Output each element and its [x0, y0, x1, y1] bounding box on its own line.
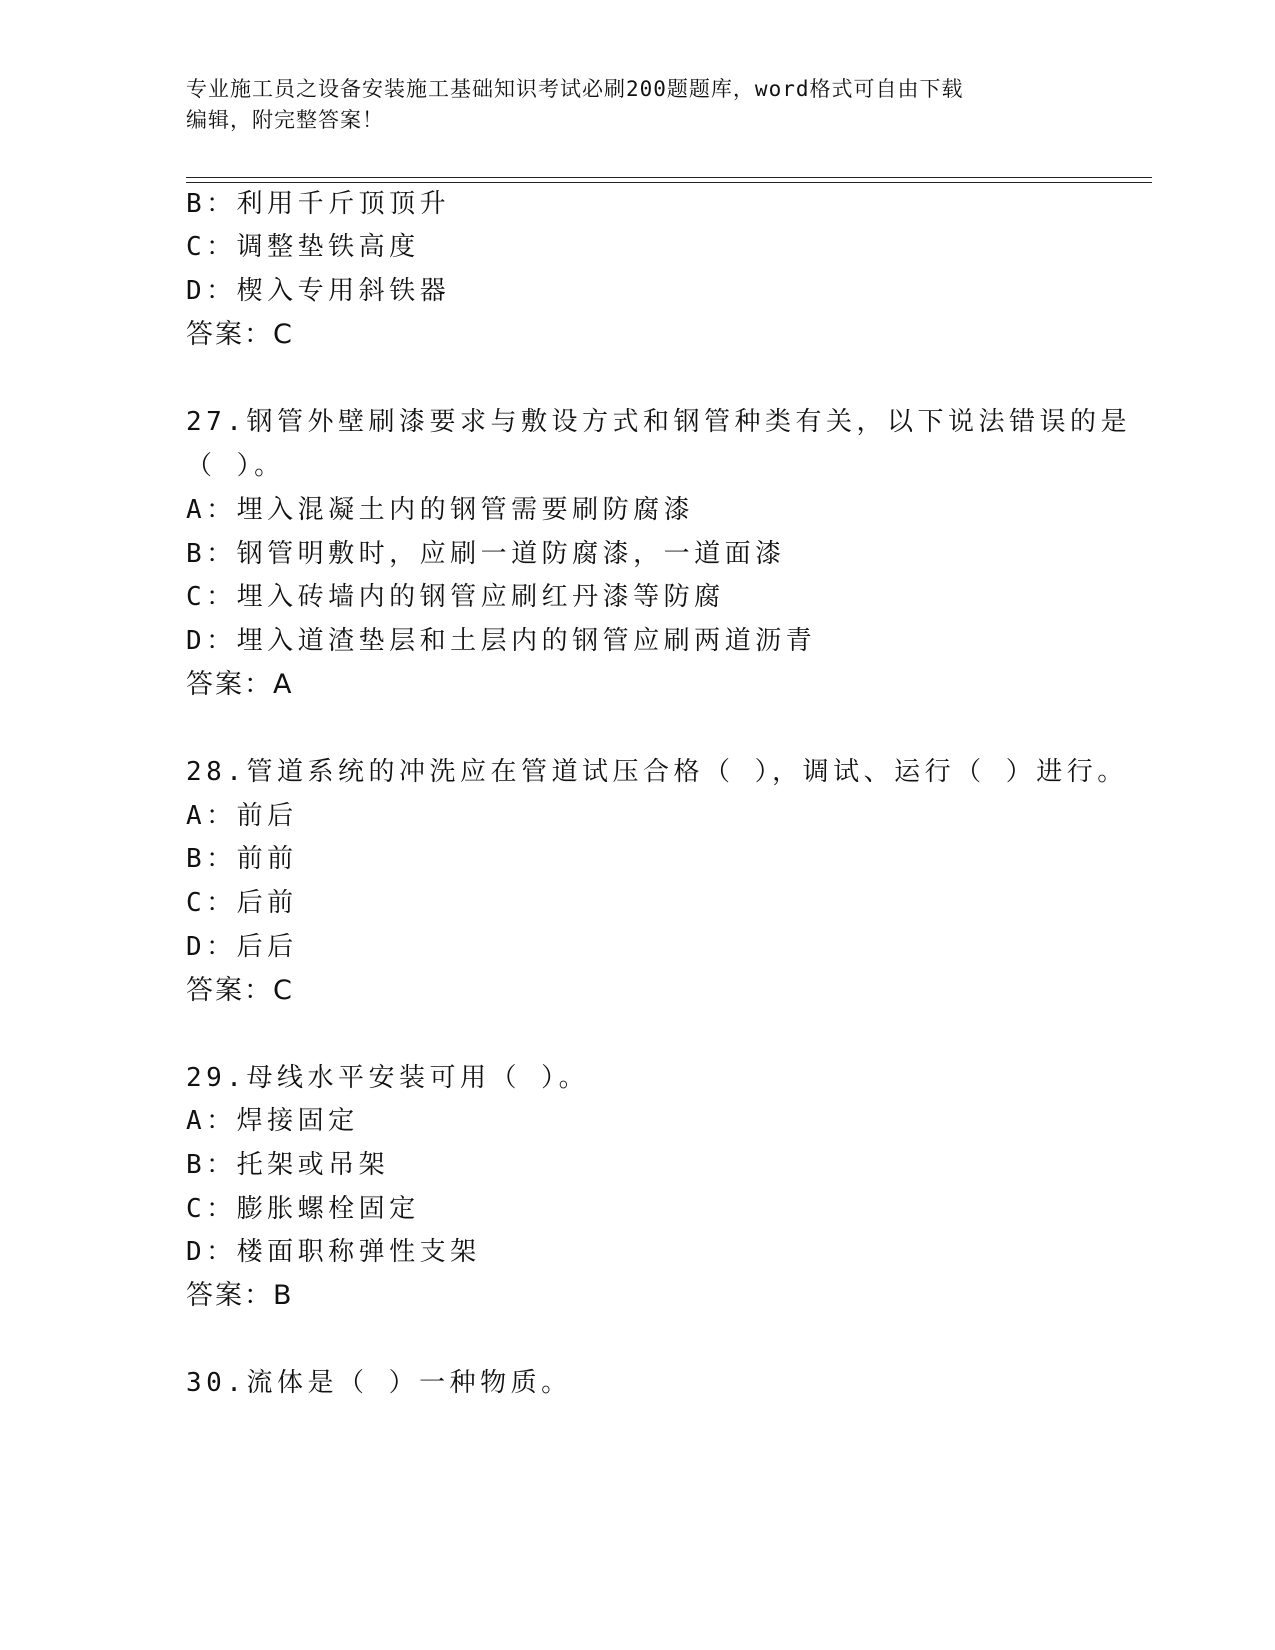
q26-option-d: D：楔入专用斜铁器 [186, 276, 451, 306]
q29-option-a: A：焊接固定 [186, 1106, 359, 1136]
header-line-1: 专业施工员之设备安装施工基础知识考试必刷200题题库，word格式可自由下载 [186, 77, 964, 101]
q27-stem-line-1: 27.钢管外壁刷漆要求与敷设方式和钢管种类有关，以下说法错误的是 [186, 407, 1131, 437]
q28-option-a: A：前后 [186, 801, 298, 831]
q26-option-c: C：调整垫铁高度 [186, 232, 420, 262]
q27-option-d: D：埋入道渣垫层和土层内的钢管应刷两道沥青 [186, 626, 817, 656]
header-line-2: 编辑，附完整答案！ [186, 108, 384, 132]
header-divider-top [186, 177, 1152, 178]
q29-answer: 答案：B [186, 1280, 294, 1311]
document-header [186, 74, 1066, 136]
q29-option-b: B：托架或吊架 [186, 1150, 390, 1180]
header-divider-bottom [186, 182, 1152, 183]
q27-option-a: A：埋入混凝土内的钢管需要刷防腐漆 [186, 495, 695, 525]
q29-stem: 29.母线水平安装可用（ ）。 [186, 1063, 590, 1093]
q28-option-b: B：前前 [186, 844, 298, 874]
q27-option-b: B：钢管明敷时，应刷一道防腐漆，一道面漆 [186, 539, 786, 569]
q28-option-c: C：后前 [186, 888, 298, 918]
q27-option-c: C：埋入砖墙内的钢管应刷红丹漆等防腐 [186, 582, 725, 612]
q30-stem: 30.流体是（ ）一种物质。 [186, 1368, 572, 1398]
q27-answer: 答案：A [186, 669, 294, 700]
q28-option-d: D：后后 [186, 932, 298, 962]
q26-answer: 答案：C [186, 319, 294, 350]
q29-option-c: C：膨胀螺栓固定 [186, 1194, 420, 1224]
q27-stem-line-2: （ ）。 [186, 451, 285, 481]
q28-answer: 答案：C [186, 975, 294, 1006]
q28-stem: 28.管道系统的冲洗应在管道试压合格（ ），调试、运行（ ）进行。 [186, 757, 1128, 787]
q29-option-d: D：楼面职称弹性支架 [186, 1237, 481, 1267]
q26-option-b: B：利用千斤顶顶升 [186, 189, 451, 219]
